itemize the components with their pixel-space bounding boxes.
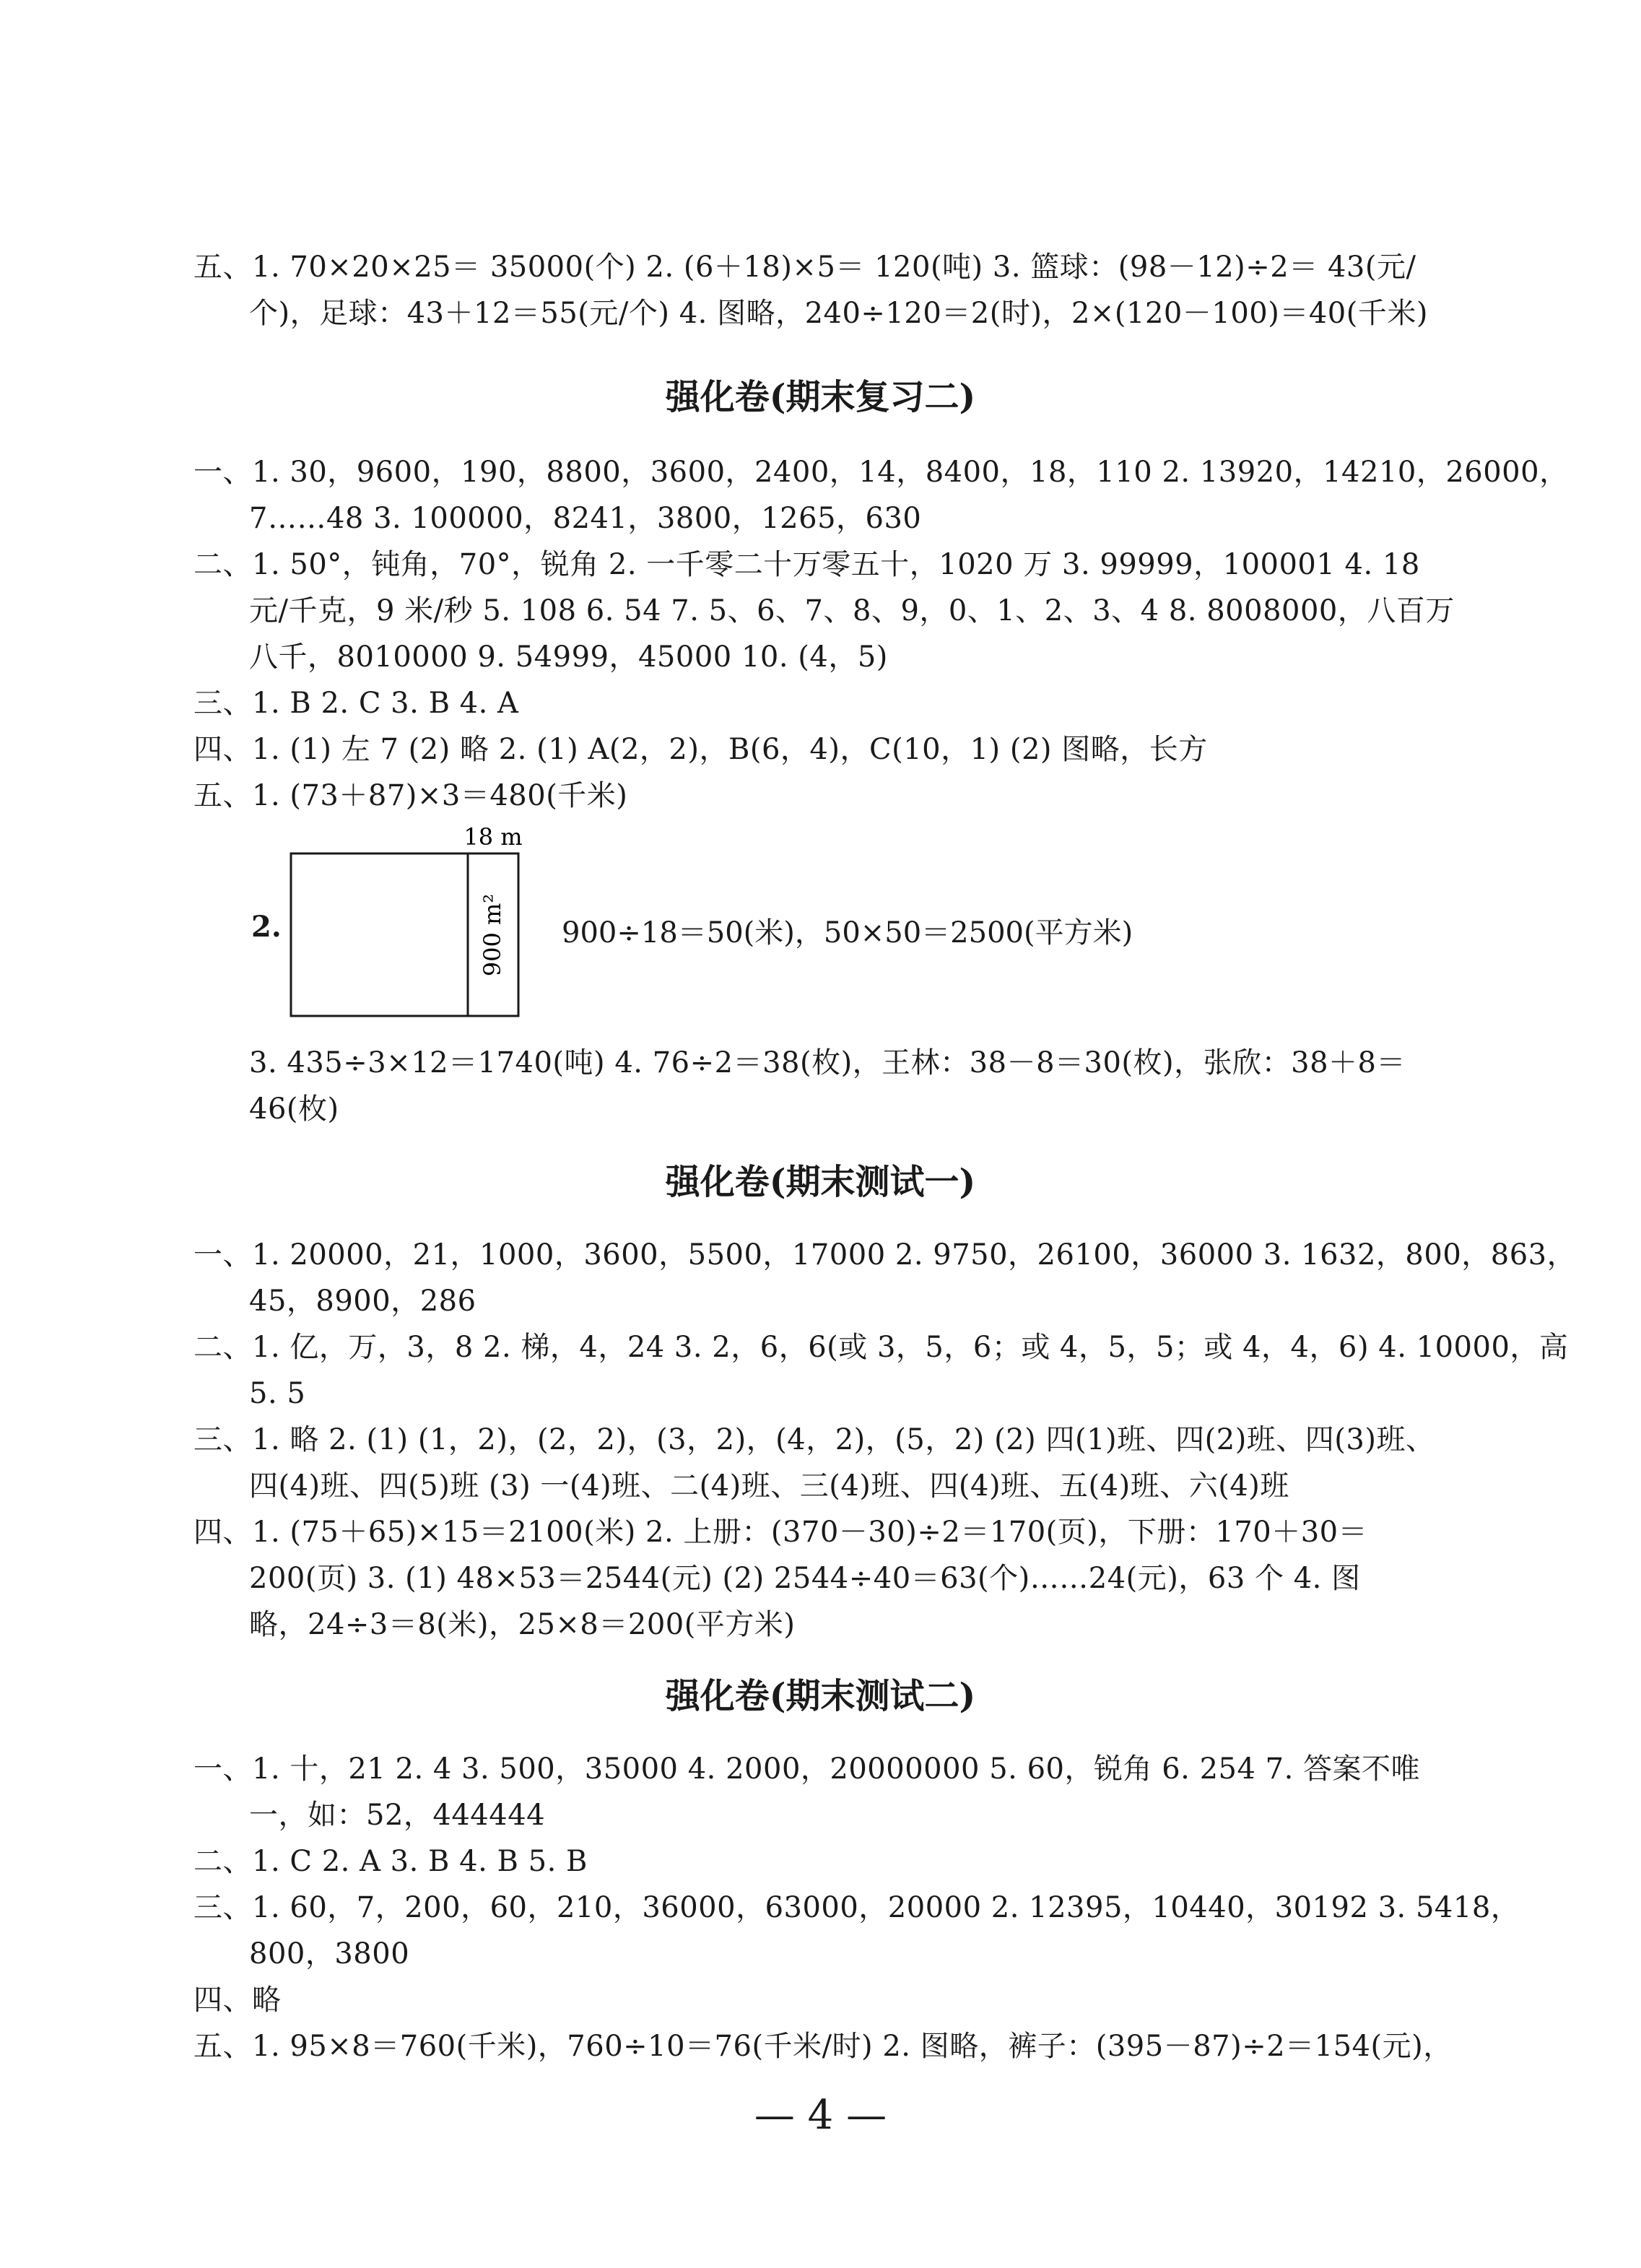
- page-number: — 4 —: [754, 2092, 887, 2139]
- side-area-label: 900 m²: [479, 893, 506, 977]
- section-heading: 强化卷(期末复习二): [665, 377, 976, 417]
- section-heading: 强化卷(期末测试二): [665, 1676, 976, 1716]
- answer-line: 200(页) 3. (1) 48×53＝2544(元) (2) 2544÷40＝63(个)……24(元)，63 个 4. 图: [249, 1562, 1361, 1595]
- figure-number: 2.: [251, 910, 282, 944]
- answer-line: 元/千克，9 米/秒 5. 108 6. 54 7. 5、6、7、8、9，0、1、2、3、4 8. 8008000，八百万: [249, 594, 1455, 627]
- rectangle-figure: [193, 823, 1450, 1040]
- answer-line: 略，24÷3＝8(米)，25×8＝200(平方米): [249, 1608, 796, 1641]
- answer-line: 7……48 3. 100000，8241，3800，1265，630: [249, 502, 922, 535]
- answer-line: 一、1. 20000，21，1000，3600，5500，17000 2. 9750，26100，36000 3. 1632，800，863，: [193, 1238, 1577, 1272]
- answer-line: 五、1. (73＋87)×3＝480(千米): [193, 779, 628, 812]
- answer-line: 46(枚): [249, 1092, 339, 1126]
- answer-line: 个)，足球：43＋12＝55(元/个) 4. 图略，240÷120＝2(时)，2×(120－100)＝40(千米): [249, 297, 1428, 330]
- section-heading: 强化卷(期末测试一): [665, 1162, 976, 1202]
- answer-line: 四(4)班、四(5)班 (3) 一(4)班、二(4)班、三(4)班、四(4)班、五(4)班、六(4)班: [249, 1469, 1289, 1503]
- top-width-label: 18 m: [463, 823, 523, 851]
- answer-line: 3. 435÷3×12＝1740(吨) 4. 76÷2＝38(枚)，王林：38－8＝30(枚)，张欣：38＋8＝: [249, 1046, 1406, 1079]
- answer-line: 三、1. 60，7，200，60，210，36000，63000，20000 2. 12395，10440，30192 3. 5418，: [193, 1891, 1520, 1924]
- answer-line: 三、1. 略 2. (1) (1，2)，(2，2)，(3，2)，(4，2)，(5，2) (2) 四(1)班、四(2)班、四(3)班、: [193, 1423, 1435, 1456]
- answer-line: 三、1. B 2. C 3. B 4. A: [193, 687, 519, 720]
- answer-line: 一，如：52，444444: [249, 1799, 546, 1832]
- answer-line: 5. 5: [249, 1377, 306, 1410]
- answer-line: 800，3800: [249, 1937, 410, 1971]
- answer-line: 八千，8010000 9. 54999，45000 10. (4，5): [249, 640, 888, 674]
- answer-line: 二、1. 50°，钝角，70°，锐角 2. 一千零二十万零五十，1020 万 3. 99999，100001 4. 18: [193, 548, 1420, 581]
- figure-equation: 900÷18＝50(米)，50×50＝2500(平方米): [562, 916, 1133, 950]
- answer-line: 五、1. 95×8＝760(千米)，760÷10＝76(千米/时) 2. 图略，裤子：(395－87)÷2＝154(元)，: [193, 2030, 1453, 2063]
- answer-line: 一、1. 30，9600，190，8800，3600，2400，14，8400，18，110 2. 13920，14210，26000，: [193, 456, 1569, 489]
- answer-line: 四、略: [193, 1984, 282, 2017]
- answer-line: 45，8900，286: [249, 1285, 476, 1318]
- rectangle-diagram: [266, 823, 554, 1040]
- answer-line: 二、1. C 2. A 3. B 4. B 5. B: [193, 1845, 588, 1878]
- answer-line: 五、1. 70×20×25＝ 35000(个) 2. (6＋18)×5＝ 120(吨) 3. 篮球：(98－12)÷2＝ 43(元/: [193, 251, 1416, 284]
- answer-line: 一、1. 十，21 2. 4 3. 500，35000 4. 2000，20000000 5. 60，锐角 6. 254 7. 答案不唯: [193, 1752, 1421, 1786]
- answer-line: 四、1. (75＋65)×15＝2100(米) 2. 上册：(370－30)÷2＝170(页)，下册：170＋30＝: [193, 1516, 1368, 1549]
- answer-line: 四、1. (1) 左 7 (2) 略 2. (1) A(2，2)，B(6，4)，C(10，1) (2) 图略，长方: [193, 733, 1208, 766]
- answer-line: 二、1. 亿，万，3，8 2. 梯，4，24 3. 2，6，6(或 3，5，6；或 4，5，5；或 4，4，6) 4. 10000，高: [193, 1331, 1569, 1364]
